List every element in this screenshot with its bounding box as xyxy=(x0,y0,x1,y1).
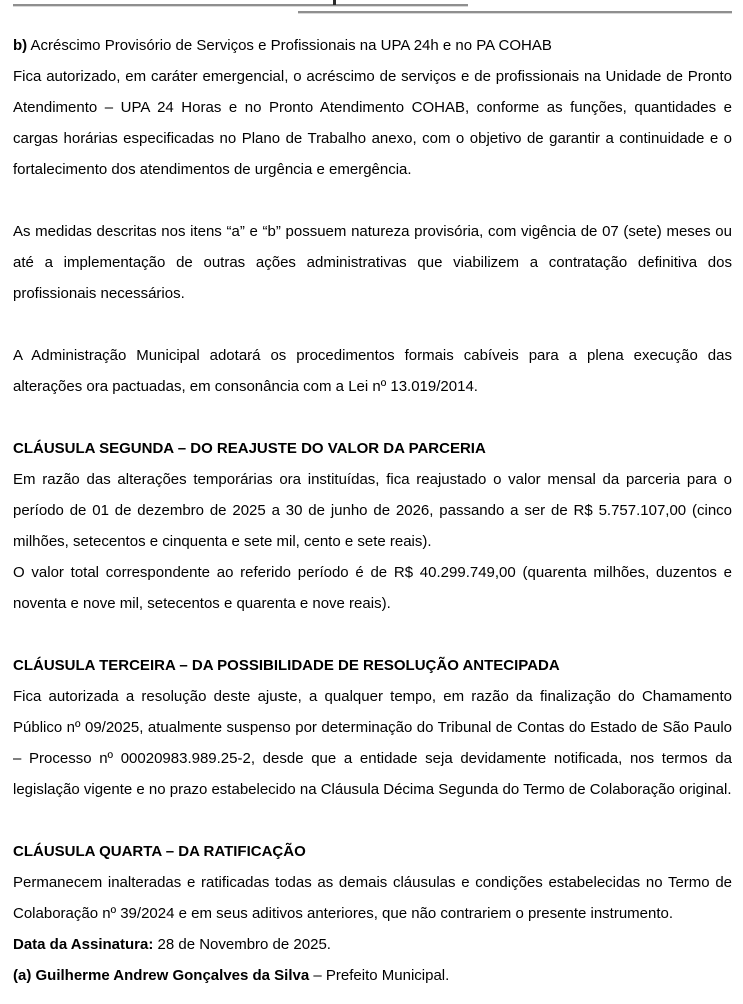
document-body xyxy=(13,30,732,991)
signature-date-value: 28 de Novembro de 2025. xyxy=(153,936,331,953)
signature-date-label: Data da Assinatura: xyxy=(13,936,154,953)
paragraph-administracao-municipal: A Administração Municipal adotará os procedimentos formais cabíveis para a plena execução das alterações ora pactuadas, em consonância com a Lei nº 13.019/2014. xyxy=(13,347,732,395)
clausula-quarta-heading: CLÁUSULA QUARTA – DA RATIFICAÇÃO xyxy=(13,843,306,860)
clausula-terceira-paragraph-1: Fica autorizada a resolução deste ajuste, a qualquer tempo, em razão da finalização do Chamamento Público nº 09/2025, atualmente suspenso por determinação do Tribunal de Contas do Estado de São Paulo – Processo nº 00020983.989.25-2, desde que a entidade seja devidamente notificada, nos termos da legislação vigente e no prazo estabelecido na Cláusula Décima Segunda do Termo de Colaboração original. xyxy=(13,688,732,798)
cutoff-text-fragment xyxy=(333,0,336,5)
table-border-rule-bottom xyxy=(298,11,732,14)
signature-date-line xyxy=(13,929,732,960)
signer-line xyxy=(13,960,732,991)
item-b-title: Acréscimo Provisório de Serviços e Profissionais na UPA 24h e no PA COHAB xyxy=(27,37,552,54)
clausula-quarta-paragraph-1: Permanecem inalteradas e ratificadas todas as demais cláusulas e condições estabelecidas no Termo de Colaboração nº 39/2024 e em seus aditivos anteriores, que não contrariem o presente instrumento. xyxy=(13,874,732,922)
table-border-rule-top xyxy=(13,4,468,7)
clausula-terceira-heading: CLÁUSULA TERCEIRA – DA POSSIBILIDADE DE RESOLUÇÃO ANTECIPADA xyxy=(13,657,560,674)
clausula-segunda-paragraph-1: Em razão das alterações temporárias ora instituídas, fica reajustado o valor mensal da parceria para o período de 01 de dezembro de 2025 a 30 de junho de 2026, passando a ser de R$ 5.757.107,00 (cinco milhões, setecentos e cinquenta e sete mil, cento e sete reais). xyxy=(13,471,732,550)
item-b-heading xyxy=(13,30,732,61)
paragraph-medidas-provisorias: As medidas descritas nos itens “a” e “b” possuem natureza provisória, com vigência de 07 (sete) meses ou até a implementação de outras ações administrativas que viabilizem a contratação definitiva dos profissionais necessários. xyxy=(13,223,732,302)
signer-name: (a) Guilherme Andrew Gonçalves da Silva xyxy=(13,967,310,984)
clausula-segunda-heading: CLÁUSULA SEGUNDA – DO REAJUSTE DO VALOR DA PARCERIA xyxy=(13,440,486,457)
clausula-segunda-paragraph-2: O valor total correspondente ao referido período é de R$ 40.299.749,00 (quarenta milhões, duzentos e noventa e nove mil, setecentos e quarenta e nove reais). xyxy=(13,564,732,612)
paragraph-acrescimo-upa: Fica autorizado, em caráter emergencial, o acréscimo de serviços e de profissionais na Unidade de Pronto Atendimento – UPA 24 Horas e no Pronto Atendimento COHAB, conforme as funções, quantidades e cargas horárias especificadas no Plano de Trabalho anexo, com o objetivo de garantir a continuidade e o fortalecimento dos atendimentos de urgência e emergência. xyxy=(13,68,732,178)
signer-title: – Prefeito Municipal. xyxy=(309,967,450,984)
item-b-label: b) xyxy=(13,37,28,54)
